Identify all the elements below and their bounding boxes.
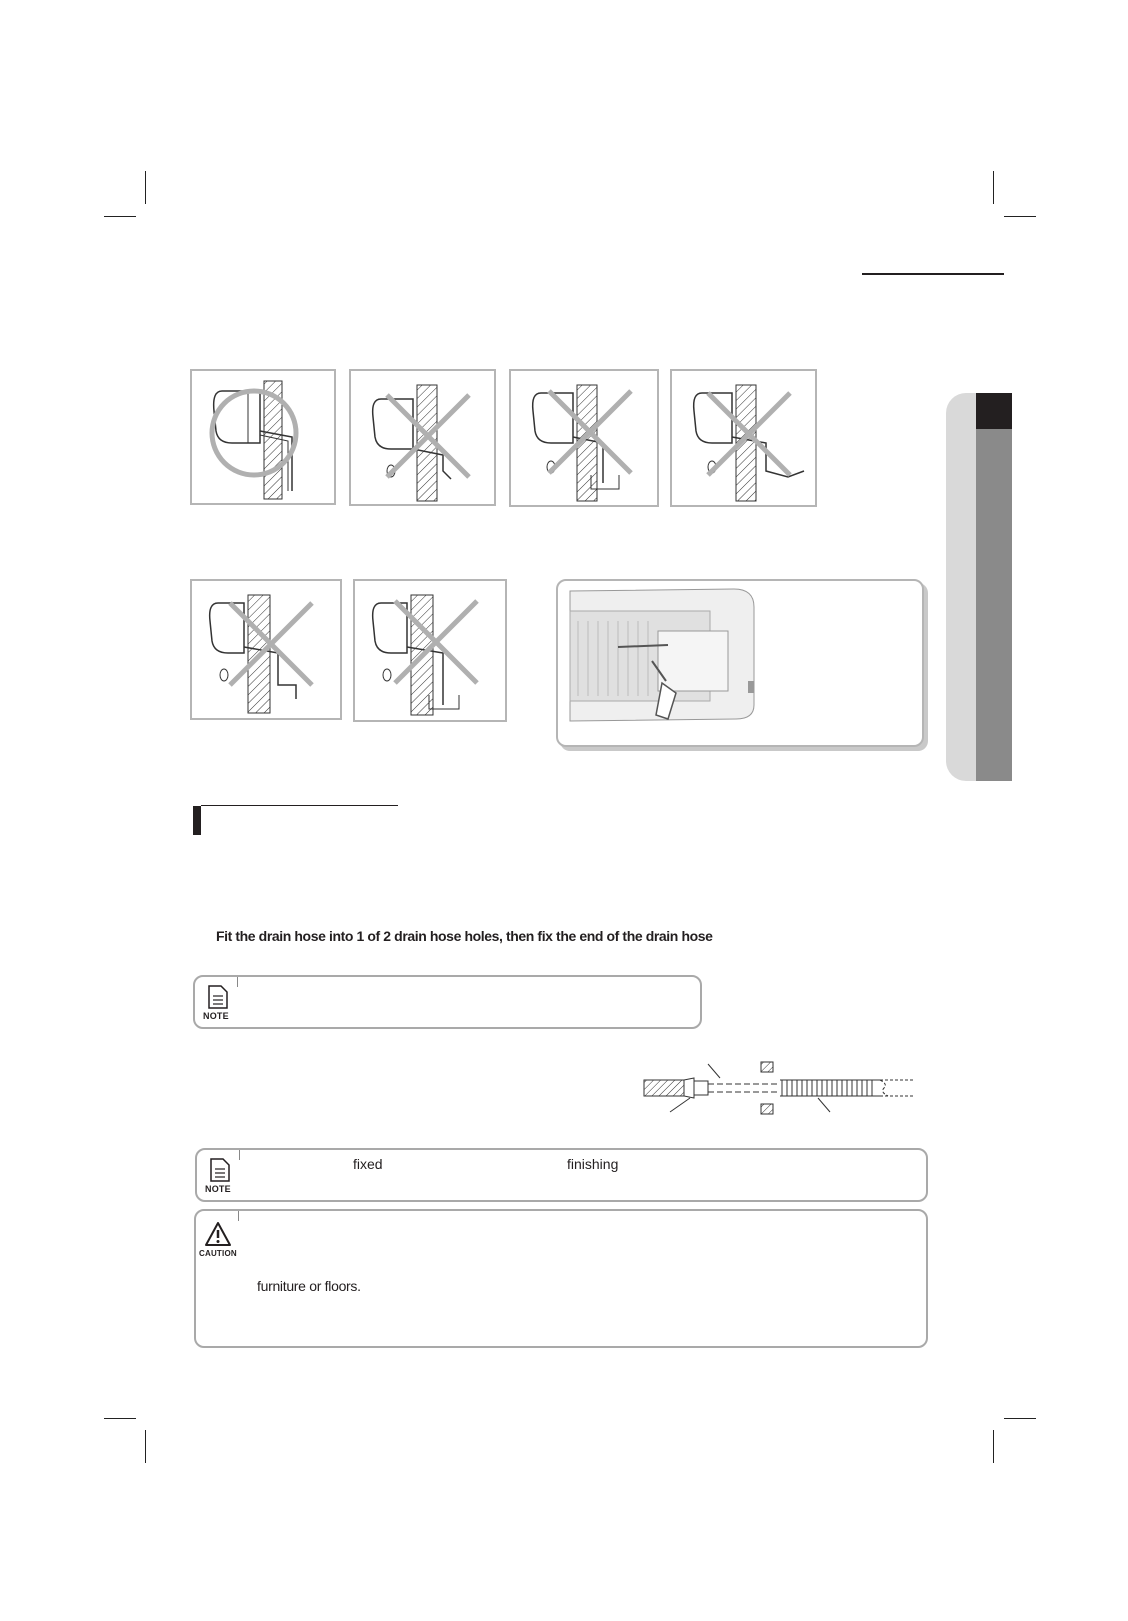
note-icon [209,1158,231,1182]
drain-wrong-diagram-4 [192,581,340,718]
caution-icon [204,1221,232,1247]
drain-wrong-diagram-5 [355,581,505,720]
drain-figure-wrong-3 [670,369,817,507]
crop-mark [145,171,146,204]
caution-label: CAUTION [199,1249,237,1258]
drain-hose-extension-diagram [640,1058,920,1118]
drain-correct-diagram [192,371,334,503]
drain-figure-correct [190,369,336,505]
crop-mark [104,1418,136,1419]
note-word-finishing: finishing [567,1156,619,1172]
side-tab [946,393,1012,781]
drain-hose-diagram-svg [640,1058,920,1118]
crop-mark [1004,216,1036,217]
crop-mark [993,1430,994,1463]
drain-figure-wrong-5 [353,579,507,722]
side-tab-dark [976,393,1012,429]
drain-figure-wrong-2 [509,369,659,507]
note-word-fixed: fixed [353,1156,383,1172]
crop-mark [145,1430,146,1463]
note-tick [237,977,238,987]
drain-wrong-diagram-3 [672,371,815,505]
note-tick [239,1150,240,1160]
drain-figure-wrong-4 [190,579,342,720]
unit-illustration-box [556,579,924,747]
drain-wrong-diagram-2 [511,371,657,505]
crop-mark [1004,1418,1036,1419]
drain-wrong-diagram-1 [351,371,494,504]
caution-tick [238,1211,239,1221]
crop-mark [104,216,136,217]
side-tab-mid [976,429,1012,781]
note-label: NOTE [205,1184,231,1194]
section-heading-bar [193,806,201,835]
note-label: NOTE [203,1011,229,1021]
indoor-unit-illustration [558,581,922,745]
header-rule [862,273,1004,275]
drain-figure-wrong-1 [349,369,496,506]
note-icon [207,985,229,1009]
section-heading-rule [201,805,398,806]
caution-text: furniture or floors. [257,1278,361,1294]
drain-hose-instruction: Fit the drain hose into 1 of 2 drain hose holes, then fix the end of the drain hose [216,928,713,944]
note-box-1 [193,975,702,1029]
note-box-2 [195,1148,928,1202]
caution-box [194,1209,928,1348]
crop-mark [993,171,994,204]
side-tab-light [946,393,976,781]
